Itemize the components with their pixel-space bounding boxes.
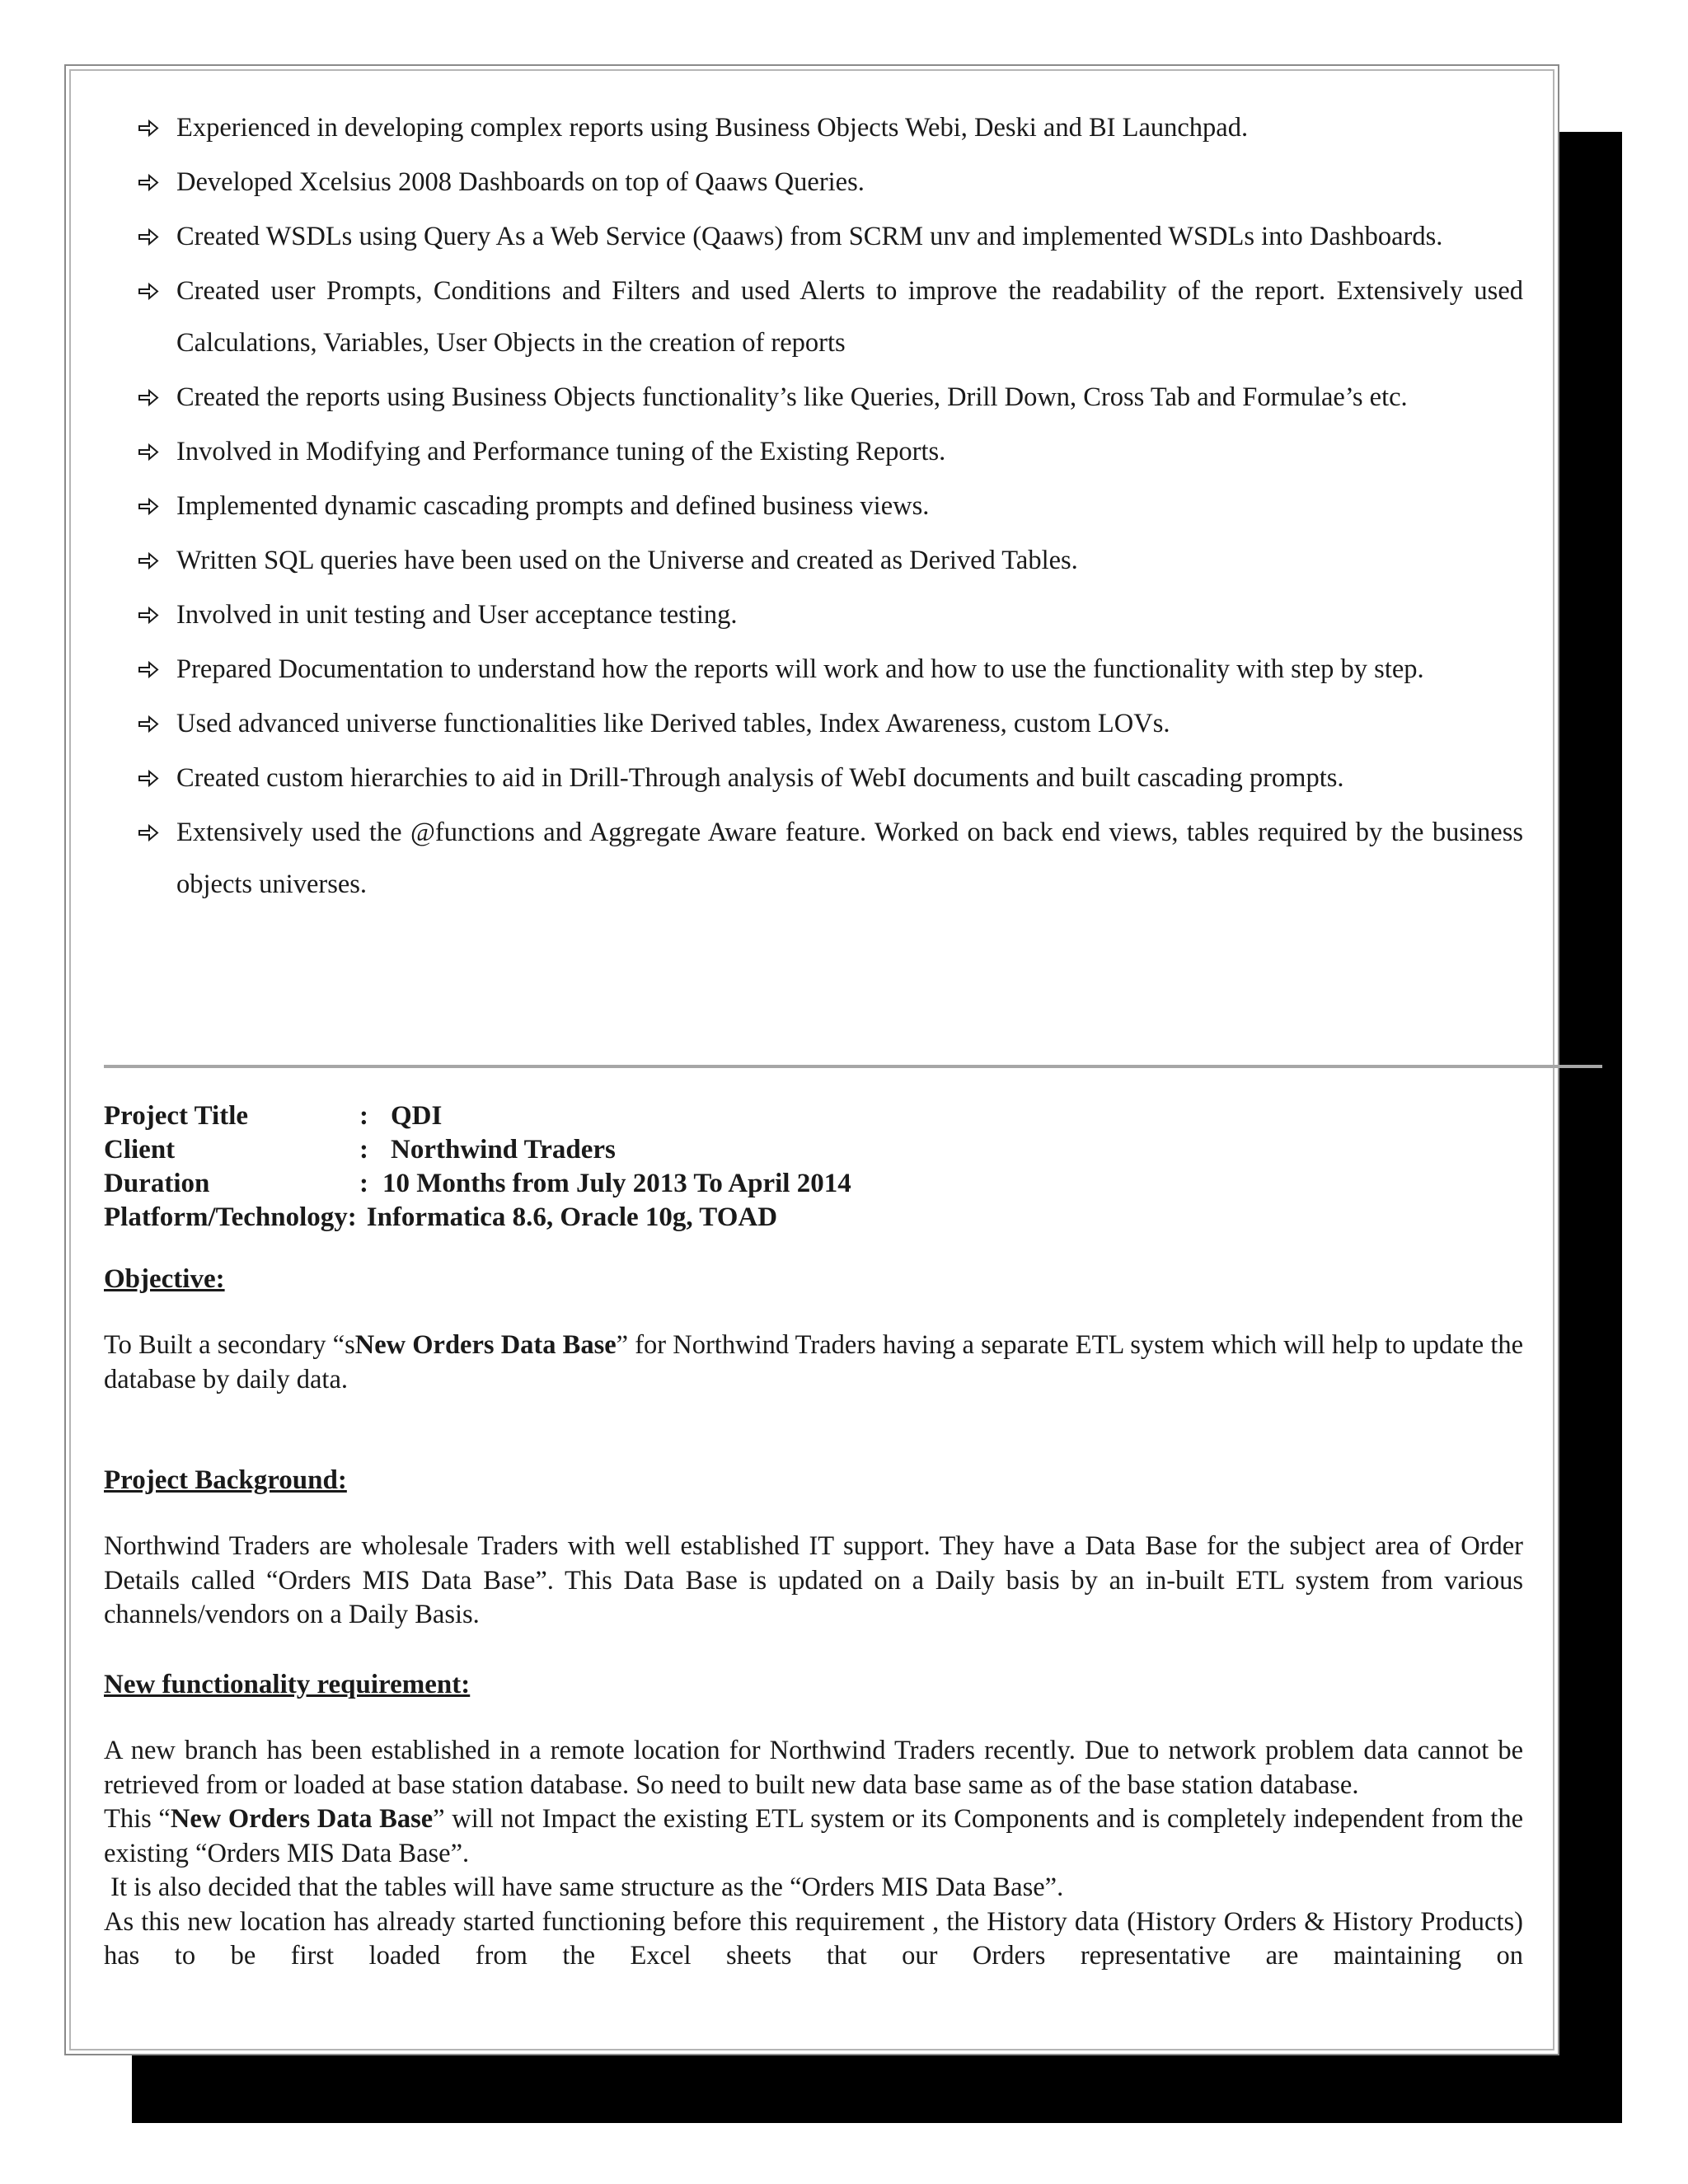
project-background-text: Northwind Traders are wholesale Traders with well established IT support. They have a Data Base for the subject area of Order Details called “Orders MIS Data Base”. This Data Base is updated on a Daily basis by an in-built ETL system from various channels/vendors on a Daily Basis.	[104, 1531, 1523, 1629]
arrow-right-icon	[137, 535, 162, 587]
arrow-right-icon	[137, 265, 162, 317]
list-item	[104, 211, 1523, 263]
list-item	[104, 426, 1523, 478]
platform-value: Informatica 8.6, Oracle 10g, TOAD	[366, 1202, 778, 1232]
list-item	[104, 535, 1523, 587]
arrow-right-icon	[137, 157, 162, 209]
separator: :	[359, 1169, 368, 1198]
platform-label: Platform/Technology:	[104, 1202, 357, 1232]
list-item	[104, 589, 1523, 641]
list-item-text: Used advanced universe functionalities like Derived tables, Index Awareness, custom LOVs.	[176, 709, 1170, 738]
project-title-label: Project Title	[104, 1101, 249, 1131]
requirement-paragraph: A new branch has been established in a remote location for Northwind Traders recently. Due to network problem data cannot be retrieved from or loaded at base station database. So need to built new data base same as of the base station database.	[104, 1736, 1523, 1800]
project-title-row	[104, 1099, 777, 1133]
arrow-right-icon	[137, 372, 162, 424]
list-item-text: Created WSDLs using Query As a Web Service (Qaaws) from SCRM unv and implemented WSDLs into Dashboards.	[176, 222, 1443, 251]
list-item-text: Prepared Documentation to understand how the reports will work and how to use the functionality with step by step.	[176, 654, 1424, 684]
section-divider	[104, 1065, 1602, 1068]
list-item-text: Extensively used the @functions and Aggregate Aware feature. Worked on back end views, tables required by the business objects universes.	[176, 818, 1523, 899]
list-item-text: Created the reports using Business Objects functionality’s like Queries, Drill Down, Cross Tab and Formulae’s etc.	[176, 382, 1408, 412]
list-item	[104, 102, 1523, 154]
requirement-paragraph: This “New Orders Data Base” will not Impact the existing ETL system or its Components and is completely independent from the existing “Orders MIS Data Base”.	[104, 1804, 1523, 1868]
duration-row	[104, 1167, 851, 1201]
list-item	[104, 480, 1523, 532]
arrow-right-icon	[137, 644, 162, 696]
arrow-right-icon	[137, 102, 162, 154]
list-item	[104, 157, 1523, 209]
list-item-text: Written SQL queries have been used on the Universe and created as Derived Tables.	[176, 546, 1078, 575]
client-label: Client	[104, 1135, 176, 1165]
list-item-text: Experienced in developing complex reports using Business Objects Webi, Deski and BI Launchpad.	[176, 113, 1249, 143]
requirement-text	[104, 1734, 1523, 1974]
arrow-right-icon	[137, 480, 162, 532]
list-item-text: Created user Prompts, Conditions and Filters and used Alerts to improve the readability of the report. Extensively used Calculations, Variables, User Objects in the creation of reports	[176, 276, 1523, 358]
arrow-right-icon	[137, 589, 162, 641]
requirement-paragraph: As this new location has already started functioning before this requirement , the History data (History Orders & History Products) has to be first loaded from the Excel sheets that our Orders representative are maintaining on	[104, 1906, 1523, 1971]
platform-row	[104, 1201, 777, 1235]
separator: :	[359, 1101, 368, 1131]
requirement-paragraph: It is also decided that the tables will have same structure as the “Orders MIS Data Base”.	[104, 1872, 1064, 1902]
list-item	[104, 698, 1523, 750]
list-item-text: Created custom hierarchies to aid in Drill-Through analysis of WebI documents and built cascading prompts.	[176, 763, 1344, 793]
list-item-text: Implemented dynamic cascading prompts and defined business views.	[176, 491, 930, 521]
arrow-right-icon	[137, 698, 162, 750]
arrow-right-icon	[137, 752, 162, 804]
list-item	[104, 265, 1523, 369]
project-details	[104, 1099, 851, 1235]
client-value: Northwind Traders	[391, 1135, 616, 1165]
list-item	[104, 752, 1523, 804]
list-item	[104, 644, 1523, 696]
responsibilities-list	[104, 102, 1523, 913]
objective-heading: Objective:	[104, 1264, 225, 1294]
separator: :	[359, 1135, 368, 1165]
client-row	[104, 1133, 777, 1167]
objective-text: To Built a secondary “sNew Orders Data Base” for Northwind Traders having a separate ETL system which will help to update the database by daily data.	[104, 1330, 1524, 1394]
list-item-text: Involved in Modifying and Performance tuning of the Existing Reports.	[176, 437, 946, 466]
project-background-heading: Project Background:	[104, 1465, 347, 1495]
arrow-right-icon	[137, 807, 162, 859]
duration-value: 10 Months from July 2013 To April 2014	[382, 1169, 851, 1198]
list-item-text: Developed Xcelsius 2008 Dashboards on top of Qaaws Queries.	[176, 167, 865, 197]
duration-label: Duration	[104, 1169, 210, 1198]
list-item	[104, 372, 1523, 424]
requirement-heading: New functionality requirement:	[104, 1670, 471, 1699]
arrow-right-icon	[137, 211, 162, 263]
list-item-text: Involved in unit testing and User acceptance testing.	[176, 600, 738, 630]
project-title-value: QDI	[391, 1101, 443, 1131]
arrow-right-icon	[137, 426, 162, 478]
list-item	[104, 807, 1523, 911]
